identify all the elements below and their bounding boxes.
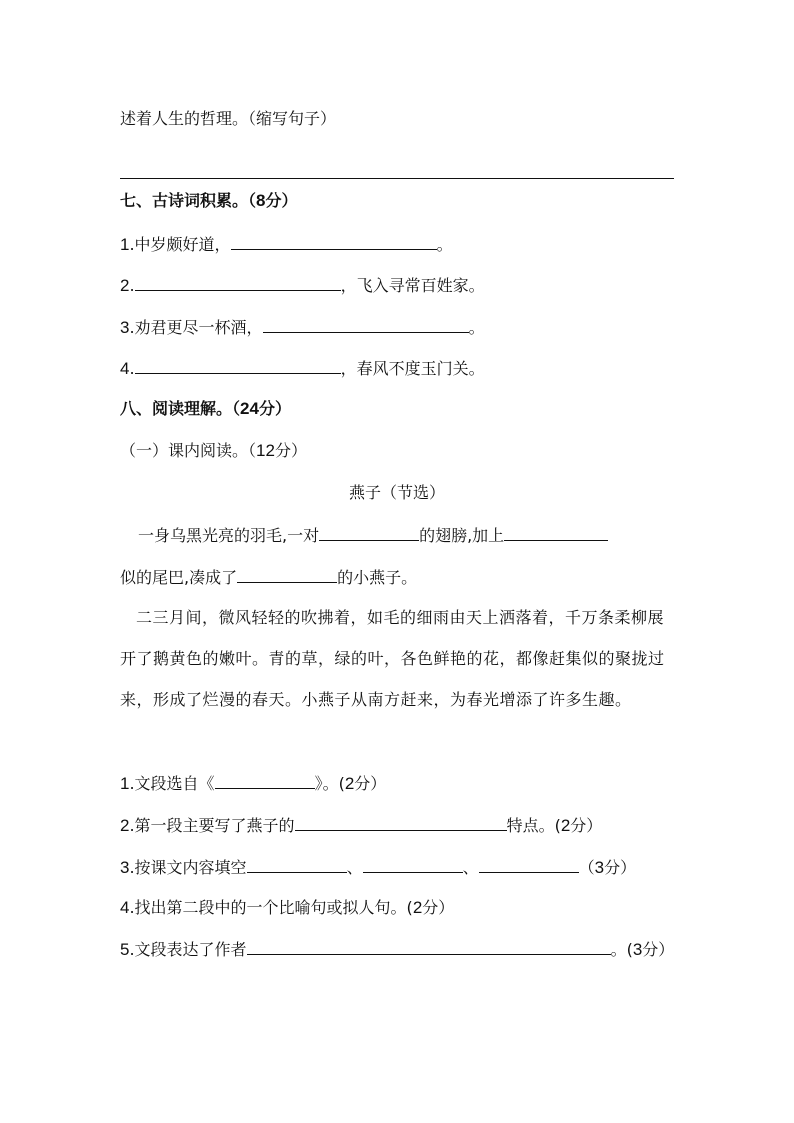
question-blank[interactable] (247, 938, 611, 955)
poem-blank[interactable] (263, 316, 469, 333)
question-text: .文段选自《 (129, 774, 215, 793)
subsection-1-suffix: 分） (274, 441, 307, 460)
subsection-1-points: 12 (256, 441, 275, 460)
paragraph-1-line-1 (138, 524, 608, 547)
poem-before: .劝君更尽一杯酒， (129, 318, 263, 337)
question-blank-3[interactable] (479, 856, 579, 873)
p1-blank-3[interactable] (237, 566, 337, 583)
question-3 (120, 856, 636, 879)
p1-blank-1[interactable] (319, 524, 419, 541)
poem-blank[interactable] (135, 357, 341, 374)
question-points-suffix: 分） (642, 940, 675, 959)
poem-num: 4 (120, 359, 130, 378)
poem-num: 3 (120, 318, 130, 337)
passage-title: 燕子（节选） (348, 483, 445, 502)
p1-blank-2[interactable] (504, 524, 608, 541)
question-points: 3 (632, 940, 643, 959)
question-points-suffix: 分） (354, 774, 387, 793)
question-text-b: 特点。( (506, 816, 561, 835)
section-7-suffix: 分） (265, 191, 298, 210)
question-points-suffix: 分） (422, 898, 455, 917)
poem-item-3 (120, 316, 485, 339)
question-num: 2 (120, 816, 130, 835)
question-blank-1[interactable] (247, 856, 347, 873)
top-line: 述着人生的哲理。（缩写句子） (120, 109, 337, 128)
question-5 (120, 930, 680, 970)
question-2 (120, 814, 602, 837)
question-num: 4 (120, 898, 130, 917)
poem-blank[interactable] (231, 233, 437, 250)
subsection-1-title (120, 440, 307, 462)
question-points: 2 (344, 774, 355, 793)
section-7-title (120, 190, 298, 212)
poem-item-1 (120, 233, 453, 256)
question-1 (120, 772, 386, 795)
question-text-b: 》。( (314, 774, 345, 793)
question-points-suffix: 分） (570, 816, 603, 835)
question-sep: 、 (346, 858, 363, 877)
section-8-points: 24 (240, 399, 259, 418)
question-points-suffix: 分） (604, 858, 637, 877)
question-sep: 、 (462, 858, 479, 877)
poem-after: ，春风不度玉门关。 (340, 359, 485, 378)
poem-after: ，飞入寻常百姓家。 (340, 276, 485, 295)
poem-after: 。 (436, 235, 453, 254)
answer-line (120, 178, 674, 179)
question-text: .第一段主要写了燕子的 (129, 816, 295, 835)
poem-before: .中岁颇好道， (129, 235, 231, 254)
section-8-label: 八、阅读理解。（ (120, 399, 241, 418)
question-text-b: （ (578, 858, 595, 877)
question-blank[interactable] (215, 772, 315, 789)
poem-item-2 (120, 274, 485, 297)
question-points: 2 (560, 816, 571, 835)
poem-after: 。 (468, 318, 485, 337)
section-7-points: 8 (256, 191, 266, 210)
poem-blank[interactable] (135, 274, 341, 291)
poem-num: 2 (120, 276, 130, 295)
p1-text-b: 的翅膀,加上 (419, 526, 505, 545)
p1-text-a: 一身乌黑光亮的羽毛,一对 (138, 526, 320, 545)
question-num: 5 (120, 940, 130, 959)
question-num: 3 (120, 858, 130, 877)
question-4 (120, 897, 454, 919)
p1-text-d: 的小燕子。 (337, 568, 418, 587)
question-text: .文段表达了作者 (129, 940, 247, 959)
question-num: 1 (120, 774, 130, 793)
section-8-title (120, 398, 291, 420)
section-8-suffix: 分） (258, 399, 291, 418)
poem-before: . (129, 359, 135, 378)
question-blank[interactable] (295, 814, 507, 831)
question-text: .按课文内容填空 (129, 858, 247, 877)
paragraph-2: 二三月间，微风轻轻的吹拂着，如毛的细雨由天上洒落着，千万条柔柳展开了鹅黄色的嫩叶。青的草，绿的叶，各色鲜艳的花，都像赶集似的聚拢过来，形成了烂漫的春天。小燕子从南方赶来，为春光增添了许多生趣。 (120, 608, 665, 709)
question-text-b: 。( (610, 940, 633, 959)
p1-text-c: 似的尾巴,凑成了 (120, 568, 238, 587)
question-points: 3 (594, 858, 605, 877)
section-7-label: 七、古诗词积累。（ (120, 191, 257, 210)
poem-item-4 (120, 357, 485, 380)
poem-before: . (129, 276, 135, 295)
question-text: .找出第二段中的一个比喻句或拟人句。( (129, 898, 413, 917)
paragraph-1-line-2 (120, 566, 417, 589)
subsection-1-label: （一）课内阅读。（ (120, 441, 257, 460)
poem-num: 1 (120, 235, 130, 254)
question-blank-2[interactable] (363, 856, 463, 873)
question-points: 2 (412, 898, 423, 917)
